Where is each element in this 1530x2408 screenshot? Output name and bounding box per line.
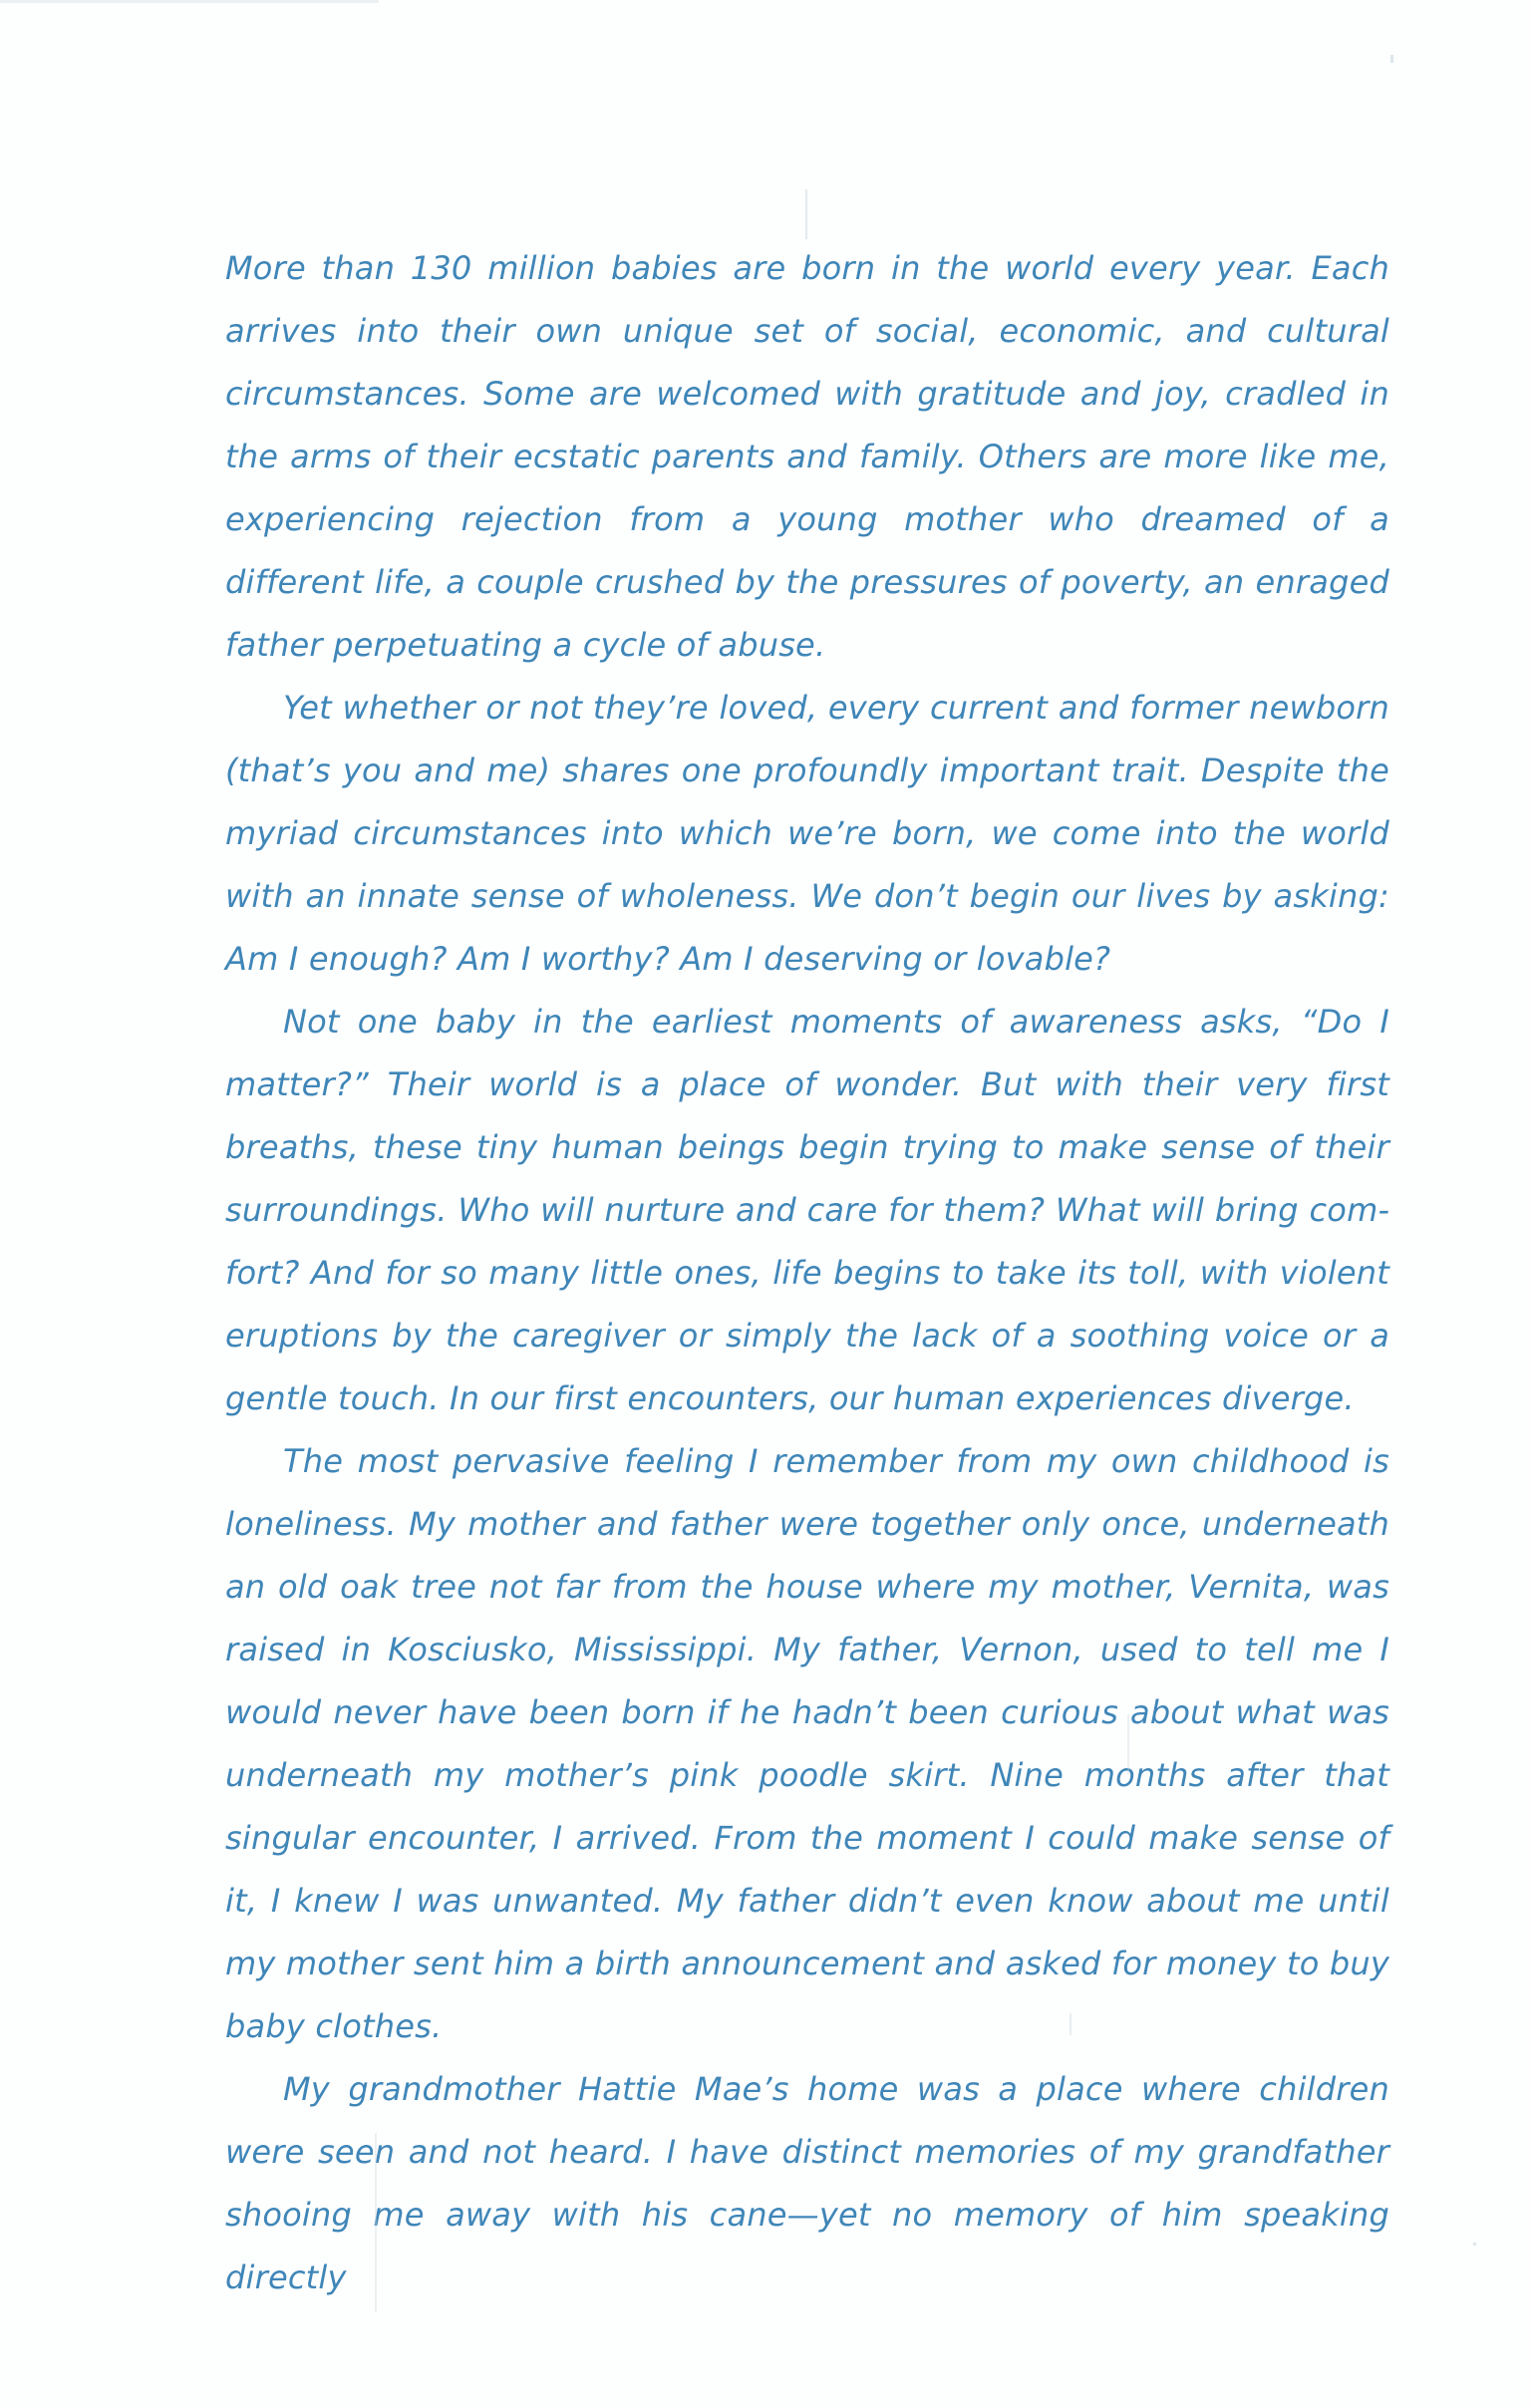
- scan-artifact: [1070, 2013, 1071, 2035]
- scan-artifact: [1473, 2243, 1476, 2246]
- paragraph-4: The most pervasive feeling I remember from my own childhood is loneliness. My mother and father were together only once, underneath an old oak tree not far from the house where my mother, Vernita, was raised in Kosciusko, Mississippi. My father, Vernon, used to tell me I would never have been born if he hadn’t been curious about what was underneath my mother’s pink poodle skirt. Nine months after that singular encounter, I arrived. From the moment I could make sense of it, I knew I was unwanted. My father didn’t even know about me until my mother sent him a birth announcement and asked for money to buy baby clothes.: [225, 1442, 1389, 2045]
- scan-artifact: [1390, 55, 1393, 63]
- scan-artifact: [0, 0, 379, 3]
- scan-artifact: [1127, 1714, 1129, 1774]
- paragraph-3: Not one baby in the earliest moments of awareness asks, “Do I matter?” Their world is a place of wonder. But with their very first breaths, these tiny human beings begin trying to make sense of their surroundings. Who will nurture and care for them? What will bring comfort? And for so many little ones, life begins to take its toll, with violent eruptions by the caregiver or simply the lack of a soothing voice or a gentle touch. In our first encounters, our human experiences diverge.: [225, 1003, 1389, 1417]
- paragraph-1: More than 130 million babies are born in the world every year. Each arrives into their own unique set of social, economic, and cultural circumstances. Some are welcomed with gratitude and joy, cradled in the arms of their ecstatic parents and family. Others are more like me, experiencing rejection from a young mother who dreamed of a different life, a couple crushed by the pressures of poverty, an enraged father perpetuating a cycle of abuse.: [225, 249, 1389, 664]
- scan-artifact: [805, 189, 807, 239]
- body-text: [225, 237, 1389, 2309]
- scan-artifact: [375, 2133, 377, 2312]
- paragraph-2: Yet whether or not they’re loved, every current and former newborn (that’s you and me) shares one profoundly important trait. Despite the myriad circumstances into which we’re born, we come into the world with an innate sense of wholeness. We don’t begin our lives by asking: Am I enough? Am I worthy? Am I deserving or lovable?: [225, 689, 1389, 978]
- paragraph-5: My grandmother Hattie Mae’s home was a place where children were seen and not heard. I have distinct memories of my grandfather shooing me away with his cane—yet no memory of him speaking directly: [225, 2070, 1389, 2296]
